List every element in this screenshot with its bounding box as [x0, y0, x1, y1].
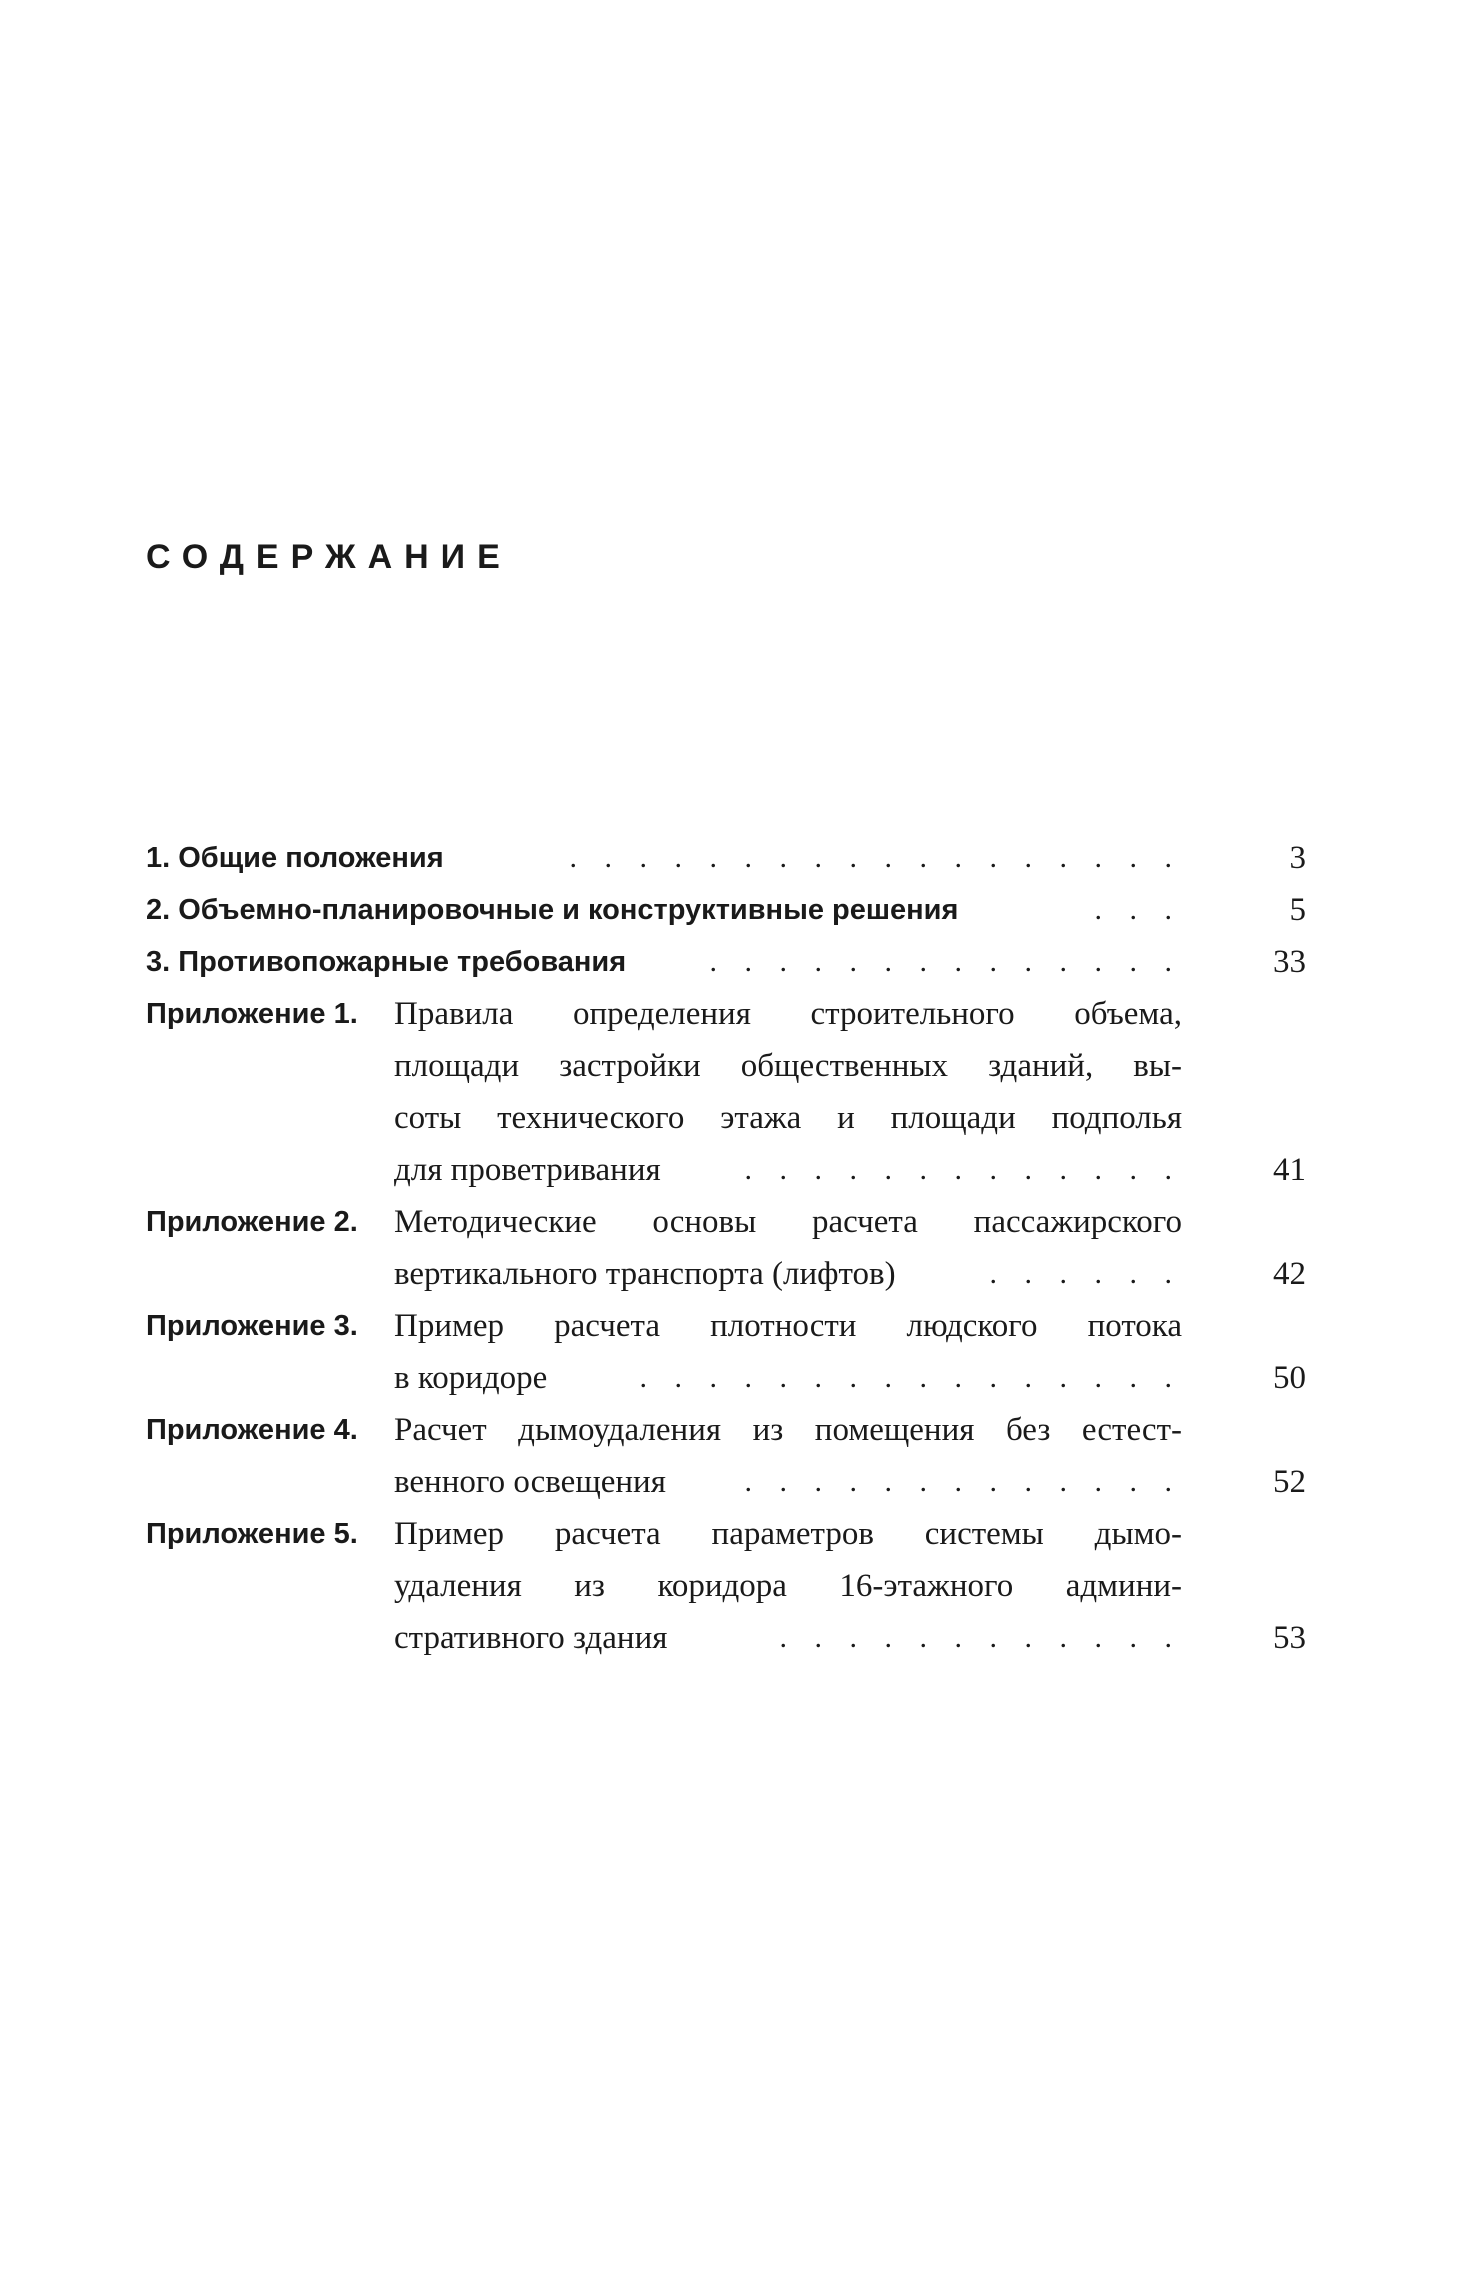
toc-appendix-1[interactable]: [146, 988, 1306, 1196]
section-title: 1. Общие положения: [146, 842, 444, 874]
page-number: 52: [1273, 1464, 1306, 1500]
appendix-title-last-line: [394, 1612, 1182, 1664]
toc-appendix-3[interactable]: [146, 1300, 1306, 1404]
appendix-title-line: Расчет дымоудаления из помещения без естест-: [394, 1412, 1182, 1448]
leader-dots: . . . . . . . . . . . . .: [744, 1465, 1182, 1498]
appendix-title-line: Правила определения строительного объема,: [394, 996, 1182, 1032]
appendix-title-line: вертикального транспорта (лифтов): [394, 1256, 896, 1292]
leader-dots: . . . . . . . . . . . . . .: [709, 945, 1182, 978]
appendix-title-line: площади застройки общественных зданий, вы-: [394, 1048, 1182, 1084]
appendix-label: Приложение 1.: [146, 998, 358, 1030]
section-title: 3. Противопожарные требования: [146, 946, 627, 978]
appendix-title-last-line: [394, 1352, 1182, 1404]
page-number: 42: [1273, 1256, 1306, 1292]
toc-appendix-2[interactable]: [146, 1196, 1306, 1300]
toc-row: [146, 832, 1306, 884]
appendix-title-line: удаления из коридора 16-этажного админи-: [394, 1568, 1182, 1604]
appendix-title: [394, 1300, 1182, 1404]
appendix-title-line: Пример расчета плотности людского потока: [394, 1308, 1182, 1344]
appendix-title: [394, 1508, 1182, 1664]
appendix-title: [394, 1404, 1182, 1508]
appendix-title: [394, 1196, 1182, 1300]
page-number: 41: [1273, 1152, 1306, 1188]
section-title: 2. Объемно-планировочные и конструктивные решения: [146, 894, 959, 926]
toc-section-1[interactable]: [146, 832, 1306, 884]
appendix-title-line: в коридоре: [394, 1360, 548, 1396]
leader-dots: . . . . . . . . . . . . . . . .: [639, 1361, 1182, 1394]
leader-dots: . . .: [1094, 893, 1182, 926]
appendix-title-line: стративного здания: [394, 1620, 668, 1656]
table-of-contents: [146, 832, 1306, 1664]
toc-row: [146, 884, 1306, 936]
toc-appendix-4[interactable]: [146, 1404, 1306, 1508]
leader-dots: . . . . . .: [989, 1257, 1182, 1290]
page-number: 5: [1289, 892, 1306, 928]
toc-row: [146, 936, 1306, 988]
toc-section-2[interactable]: [146, 884, 1306, 936]
contents-heading: СОДЕРЖАНИЕ: [146, 538, 512, 576]
appendix-title-last-line: [394, 1248, 1182, 1300]
appendix-title: [394, 988, 1182, 1196]
page-number: 50: [1273, 1360, 1306, 1396]
appendix-title-last-line: [394, 1144, 1182, 1196]
toc-section-3[interactable]: [146, 936, 1306, 988]
page-number: 33: [1273, 944, 1306, 980]
appendix-title-line: Пример расчета параметров системы дымо-: [394, 1516, 1182, 1552]
leader-dots: . . . . . . . . . . . . .: [744, 1153, 1182, 1186]
page-number: 3: [1289, 840, 1306, 876]
appendix-label: Приложение 3.: [146, 1310, 358, 1342]
toc-appendix-5[interactable]: [146, 1508, 1306, 1664]
appendix-title-line: соты технического этажа и площади подполья: [394, 1100, 1182, 1136]
appendix-title-last-line: [394, 1456, 1182, 1508]
appendix-label: Приложение 4.: [146, 1414, 358, 1446]
appendix-label: Приложение 2.: [146, 1206, 358, 1238]
appendix-title-line: для проветривания: [394, 1152, 661, 1188]
appendix-label: Приложение 5.: [146, 1518, 358, 1550]
leader-dots: . . . . . . . . . . . . . . . . . .: [569, 841, 1182, 874]
appendix-title-line: Методические основы расчета пассажирского: [394, 1204, 1182, 1240]
leader-dots: . . . . . . . . . . . .: [779, 1621, 1182, 1654]
page-number: 53: [1273, 1620, 1306, 1656]
appendix-title-line: венного освещения: [394, 1464, 666, 1500]
